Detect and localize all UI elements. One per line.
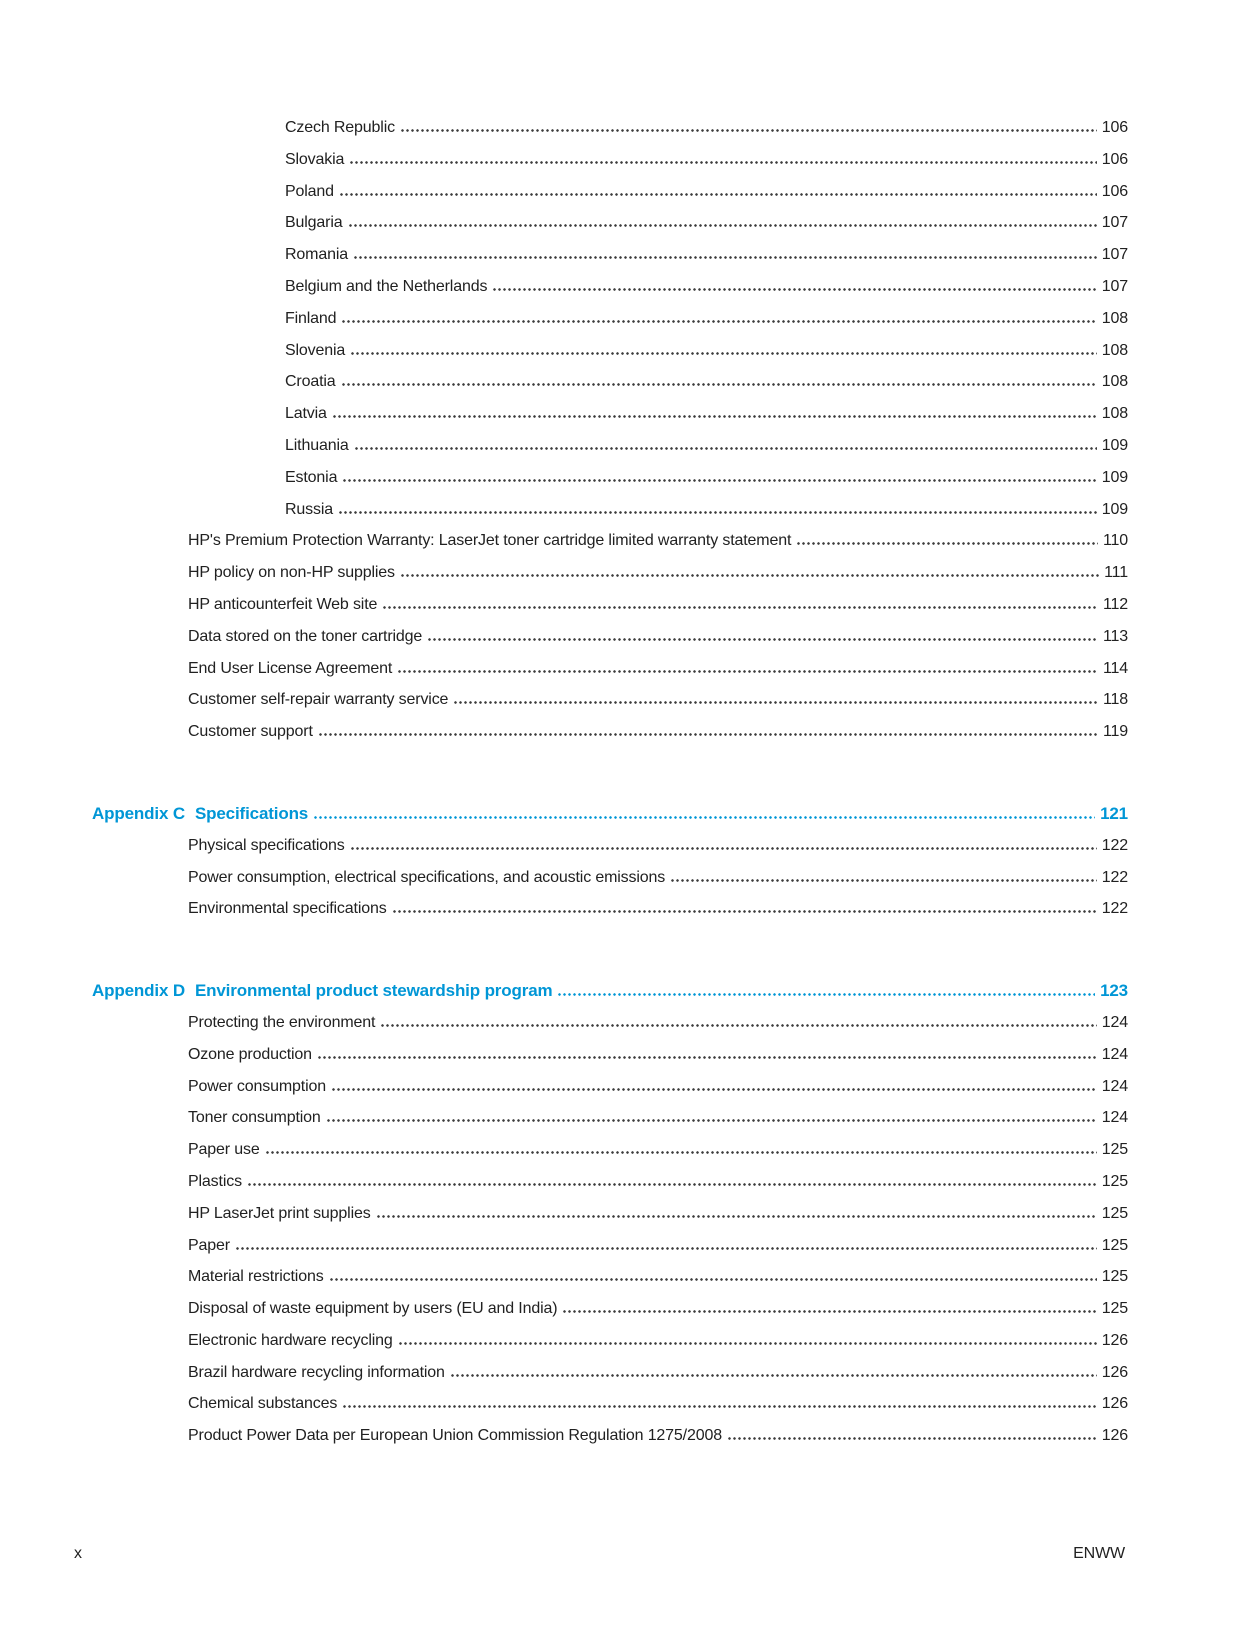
toc-entry-page: 126: [1101, 1395, 1128, 1413]
toc-entry-slovenia[interactable]: [285, 335, 1128, 367]
dot-leader: [330, 1278, 1097, 1281]
toc-entry-material-restrictions[interactable]: [188, 1261, 1128, 1293]
toc-entry-page: 125: [1101, 1236, 1128, 1254]
toc-entry-page: 125: [1101, 1172, 1128, 1190]
toc-entry-poland[interactable]: [285, 176, 1128, 208]
toc-entry-paper[interactable]: [188, 1230, 1128, 1262]
toc-entry-label: Customer self-repair warranty service: [188, 691, 449, 709]
toc-entry-page: 124: [1101, 1109, 1128, 1127]
toc-entry-page: 126: [1101, 1363, 1128, 1381]
dot-leader: [354, 256, 1097, 259]
dot-leader: [319, 733, 1098, 736]
toc-entry-label: Russia: [285, 500, 334, 518]
toc-entry-page: 125: [1101, 1300, 1128, 1318]
dot-leader: [266, 1151, 1097, 1154]
toc-entry-page: 114: [1102, 659, 1128, 677]
dot-leader: [398, 670, 1098, 673]
toc-entry-physical-specifications[interactable]: [188, 830, 1128, 862]
toc-chapter-appendix-d[interactable]: [92, 975, 1128, 1007]
dot-leader: [383, 606, 1098, 609]
dot-leader: [428, 638, 1098, 641]
toc-entry-lithuania[interactable]: [285, 430, 1128, 462]
toc-entry-label: Slovakia: [285, 150, 345, 168]
toc-entry-label: HP anticounterfeit Web site: [188, 595, 378, 613]
toc-entry-ozone-production[interactable]: [188, 1039, 1128, 1071]
toc-entry-label: Romania: [285, 246, 348, 264]
toc-entry-label: HP LaserJet print supplies: [188, 1204, 371, 1222]
dot-leader: [342, 320, 1096, 323]
dot-leader: [401, 129, 1097, 132]
toc-entry-label: Estonia: [285, 468, 338, 486]
toc-entry-label: Finland: [285, 309, 337, 327]
toc-entry-power-consumption[interactable]: [188, 1071, 1128, 1103]
chapter-prefix: Appendix D: [92, 981, 185, 1001]
toc-entry-page: 118: [1102, 691, 1128, 709]
chapter-title: Specifications: [194, 803, 309, 823]
toc-entry-slovakia[interactable]: [285, 144, 1128, 176]
toc-entry-label: Croatia: [285, 373, 336, 391]
page-number-roman: x: [74, 1545, 82, 1562]
toc-chapter-label: [92, 798, 308, 830]
toc-entry-protecting-the-environment[interactable]: [188, 1007, 1128, 1039]
dot-leader: [327, 1119, 1097, 1122]
dot-leader: [332, 1088, 1097, 1091]
toc-chapter-appendix-c[interactable]: [92, 798, 1128, 830]
dot-leader: [343, 1405, 1097, 1408]
toc-entry-label: End User License Agreement: [188, 659, 393, 677]
toc-entry-latvia[interactable]: [285, 398, 1128, 430]
toc-entry-label: Czech Republic: [285, 119, 395, 136]
toc-entry-label: Protecting the environment: [188, 1013, 376, 1031]
toc-entry-page: 110: [1102, 532, 1128, 550]
toc-entry-label: Environmental specifications: [188, 900, 387, 918]
toc-entry-page: 108: [1101, 405, 1128, 423]
toc-entry-label: Customer support: [188, 723, 313, 741]
toc-entry-label: Data stored on the toner cartridge: [188, 627, 423, 645]
chapter-title: Environmental product stewardship program: [194, 981, 553, 1001]
dot-leader: [351, 847, 1097, 850]
toc-entry-page: 124: [1101, 1077, 1128, 1095]
toc-entry-customer-support[interactable]: [188, 716, 1128, 748]
toc-chapter-label: [92, 975, 552, 1007]
toc-entry-hp-laserjet-print-supplies[interactable]: [188, 1198, 1128, 1230]
toc-entry-bulgaria[interactable]: [285, 207, 1128, 239]
toc-chapter-page: 121: [1100, 803, 1128, 823]
toc-entry-czech-republic[interactable]: [285, 112, 1128, 144]
page-footer: [74, 1545, 1125, 1563]
toc-entry-estonia[interactable]: [285, 462, 1128, 494]
dot-leader: [399, 1342, 1097, 1345]
toc-entry-page: 125: [1101, 1204, 1128, 1222]
toc-entry-label: Physical specifications: [188, 836, 345, 854]
dot-leader: [563, 1310, 1096, 1313]
toc-entry-product-power-data-per-european-union-co[interactable]: [188, 1420, 1128, 1452]
toc-chapter-page: 123: [1100, 981, 1128, 1001]
toc-entry-label: Poland: [285, 182, 334, 200]
toc-entry-label: Bulgaria: [285, 214, 343, 232]
toc-entry-label: Power consumption: [188, 1077, 326, 1095]
dot-leader: [339, 511, 1097, 514]
dot-leader: [350, 161, 1096, 164]
dot-leader: [343, 479, 1096, 482]
toc-entry-page: 107: [1101, 214, 1128, 232]
dot-leader: [318, 1056, 1097, 1059]
toc-entry-page: 122: [1101, 900, 1128, 918]
toc-entry-page: 106: [1101, 119, 1128, 136]
toc-entry-brazil-hardware-recycling-information[interactable]: [188, 1357, 1128, 1389]
dot-leader: [451, 1374, 1097, 1377]
toc-entry-label: Material restrictions: [188, 1268, 324, 1286]
toc-entry-russia[interactable]: [285, 494, 1128, 526]
toc-entry-data-stored-on-the-toner-cartridge[interactable]: [188, 621, 1128, 653]
dot-leader: [454, 701, 1098, 704]
toc-entry-page: 109: [1101, 468, 1128, 486]
toc-entry-label: Belgium and the Netherlands: [285, 277, 488, 295]
toc-entry-hp-s-premium-protection-warranty-laserje[interactable]: [188, 525, 1128, 557]
dot-leader: [393, 910, 1097, 913]
toc-entry-label: Plastics: [188, 1172, 242, 1190]
dot-leader: [236, 1247, 1097, 1250]
dot-leader: [351, 352, 1097, 355]
toc-entry-end-user-license-agreement[interactable]: [188, 653, 1128, 685]
toc-entry-page: 112: [1102, 595, 1128, 613]
toc-entry-page: 109: [1101, 500, 1128, 518]
dot-leader: [493, 288, 1096, 291]
dot-leader: [728, 1437, 1097, 1440]
toc-entry-chemical-substances[interactable]: [188, 1388, 1128, 1420]
toc-entry-power-consumption-electrical-specificati[interactable]: [188, 862, 1128, 894]
toc-entry-label: Slovenia: [285, 341, 346, 359]
toc-entry-hp-anticounterfeit-web-site[interactable]: [188, 589, 1128, 621]
dot-leader: [558, 993, 1095, 996]
toc-entry-belgium-and-the-netherlands[interactable]: [285, 271, 1128, 303]
toc-entry-label: Electronic hardware recycling: [188, 1331, 393, 1349]
toc-entry-label: Toner consumption: [188, 1109, 321, 1127]
toc-entry-label: Product Power Data per European Union Commission Regulation 1275/2008: [188, 1427, 722, 1445]
toc-entry-page: 122: [1101, 836, 1128, 854]
toc-entry-customer-self-repair-warranty-service[interactable]: [188, 684, 1128, 716]
toc-entry-label: HP's Premium Protection Warranty: LaserJet toner cartridge limited warranty statement: [188, 532, 792, 550]
toc-entry-label: Ozone production: [188, 1045, 312, 1063]
toc-entry-label: Disposal of waste equipment by users (EU and India): [188, 1300, 558, 1318]
toc-entry-page: 119: [1102, 723, 1128, 741]
toc-entry-page: 106: [1101, 150, 1128, 168]
toc-entry-page: 122: [1101, 868, 1128, 886]
toc-entry-romania[interactable]: [285, 239, 1128, 271]
toc-entry-page: 111: [1104, 564, 1128, 582]
toc-entry-page: 126: [1101, 1427, 1128, 1445]
toc-entry-croatia[interactable]: [285, 366, 1128, 398]
toc-entry-page: 106: [1101, 182, 1128, 200]
toc-entry-toner-consumption[interactable]: [188, 1102, 1128, 1134]
dot-leader: [381, 1024, 1096, 1027]
dot-leader: [377, 1215, 1097, 1218]
footer-enww: ENWW: [1073, 1545, 1125, 1562]
toc-entry-disposal-of-waste-equipment-by-users-eu-[interactable]: [188, 1293, 1128, 1325]
toc-entry-label: Latvia: [285, 405, 327, 423]
toc-entry-page: 113: [1102, 627, 1128, 645]
toc-entry-page: 107: [1101, 277, 1128, 295]
dot-leader: [355, 447, 1097, 450]
dot-leader: [349, 224, 1097, 227]
dot-leader: [314, 816, 1095, 819]
toc-entry-page: 108: [1101, 309, 1128, 327]
toc-entry-page: 108: [1101, 341, 1128, 359]
dot-leader: [340, 193, 1097, 196]
toc-entry-page: 126: [1101, 1331, 1128, 1349]
toc-entry-page: 125: [1101, 1141, 1128, 1159]
toc-entry-page: 124: [1101, 1013, 1128, 1031]
toc-entry-hp-policy-on-non-hp-supplies[interactable]: [188, 557, 1128, 589]
dot-leader: [342, 383, 1097, 386]
toc-entry-finland[interactable]: [285, 303, 1128, 335]
toc-entry-electronic-hardware-recycling[interactable]: [188, 1325, 1128, 1357]
dot-leader: [401, 574, 1099, 577]
toc-entry-label: Chemical substances: [188, 1395, 338, 1413]
toc-entry-label: Brazil hardware recycling information: [188, 1363, 445, 1381]
dot-leader: [797, 542, 1098, 545]
toc-entry-label: Paper use: [188, 1141, 260, 1159]
toc-entry-page: 109: [1101, 436, 1128, 454]
toc-entry-plastics[interactable]: [188, 1166, 1128, 1198]
dot-leader: [248, 1183, 1097, 1186]
toc-entry-page: 107: [1101, 246, 1128, 264]
toc-entry-page: 108: [1101, 373, 1128, 391]
toc-entry-label: Lithuania: [285, 436, 349, 454]
toc-entry-paper-use[interactable]: [188, 1134, 1128, 1166]
toc-entry-page: 125: [1101, 1268, 1128, 1286]
toc-list: [92, 0, 1128, 1452]
toc-entry-label: Power consumption, electrical specifications, and acoustic emissions: [188, 868, 666, 886]
dot-leader: [671, 879, 1097, 882]
dot-leader: [333, 415, 1097, 418]
toc-entry-environmental-specifications[interactable]: [188, 893, 1128, 925]
toc-entry-label: Paper: [188, 1236, 230, 1254]
chapter-prefix: Appendix C: [92, 803, 185, 823]
toc-entry-page: 124: [1101, 1045, 1128, 1063]
toc-entry-label: HP policy on non-HP supplies: [188, 564, 395, 582]
